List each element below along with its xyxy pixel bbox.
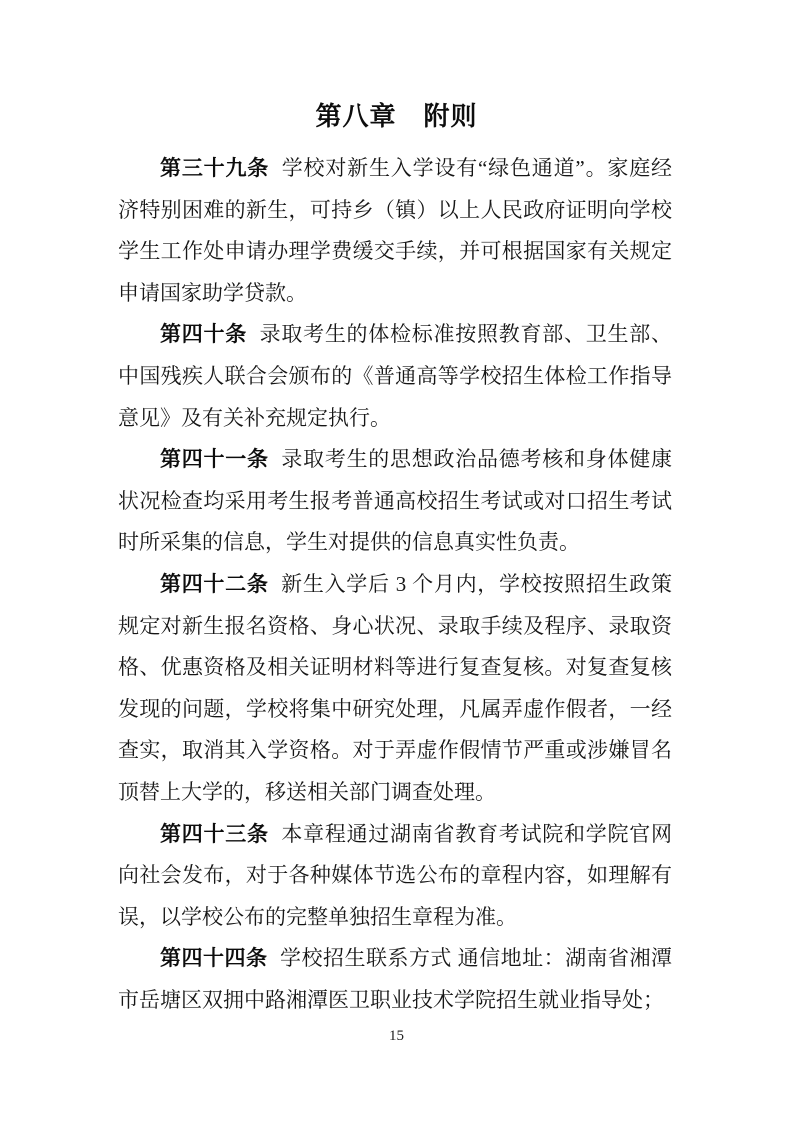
- article-42-text: 新生入学后 3 个月内，学校按照招生政策规定对新生报名资格、身心状况、录取手续及程序、录取资格、优惠资格及相关证明材料等进行复查复核。对复查复核发现的问题，学校将集中研究处理，凡属弄虚作假者，一经查实，取消其入学资格。对于弄虚作假情节严重或涉嫌冒名顶替上大学的，移送相关部门调查处理。: [118, 571, 673, 804]
- article-41-text: 录取考生的思想政治品德考核和身体健康状况检查均采用考生报考普通高校招生考试或对口招生考试时所采集的信息，学生对提供的信息真实性负责。: [118, 447, 673, 555]
- article-43-number: 第四十三条: [160, 821, 269, 846]
- article-39-paragraph: [118, 148, 672, 314]
- article-39-text: 学校对新生入学设有“绿色通道”。家庭经济特别困难的新生，可持乡（镇）以上人民政府证明向学校学生工作处申请办理学费缓交手续，并可根据国家有关规定申请国家助学贷款。: [118, 156, 673, 305]
- document-body: [118, 148, 672, 1021]
- article-40-number: 第四十条: [160, 322, 247, 347]
- article-40-text: 录取考生的体检标准按照教育部、卫生部、中国残疾人联合会颁布的《普通高等学校招生体检工作指导意见》及有关补充规定执行。: [118, 322, 672, 430]
- article-42-number: 第四十二条: [160, 571, 269, 596]
- article-41-number: 第四十一条: [160, 447, 269, 472]
- article-41-paragraph: [118, 439, 672, 564]
- article-43-text: 本章程通过湖南省教育考试院和学院官网向社会发布，对于各种媒体节选公布的章程内容，如理解有误，以学校公布的完整单独招生章程为准。: [118, 821, 673, 929]
- article-42-paragraph: [118, 564, 672, 814]
- article-44-text: 学校招生联系方式 通信地址：湖南省湘潭市岳塘区双拥中路湘潭医卫职业技术学院招生就业指导处；: [118, 946, 673, 1012]
- article-39-number: 第三十九条: [160, 156, 270, 180]
- article-44-paragraph: [118, 938, 672, 1021]
- chapter-title: 第八章 附则: [315, 101, 478, 131]
- article-44-number: 第四十四条: [160, 946, 268, 971]
- article-43-paragraph: [118, 814, 672, 939]
- article-40-paragraph: [118, 314, 672, 439]
- page-number: 15: [389, 1028, 404, 1044]
